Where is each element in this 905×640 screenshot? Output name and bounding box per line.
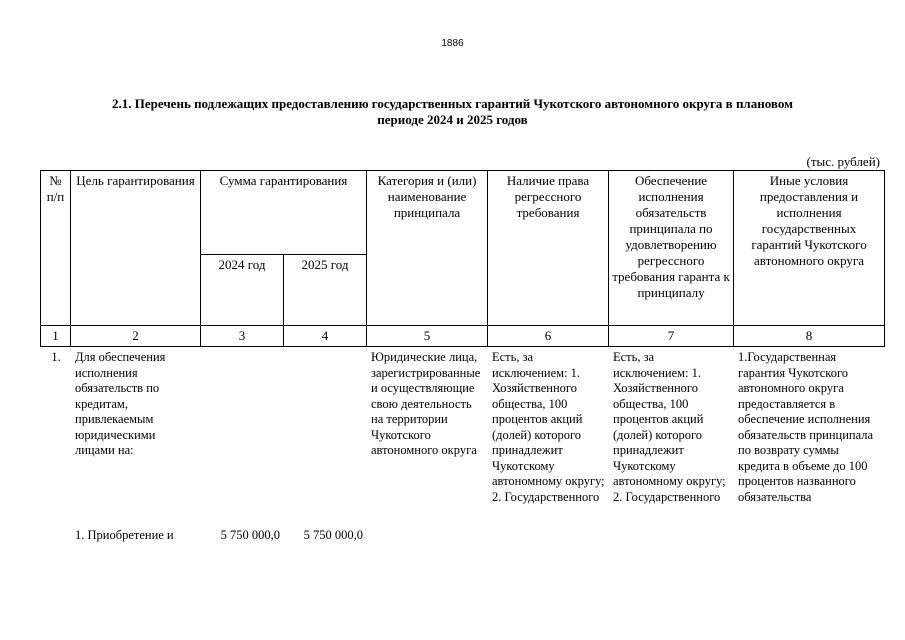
- col-number: 1: [41, 326, 71, 347]
- row-security: Есть, за исключением: 1. Хозяйственного общества, 100 процентов акций (долей) которого принадлежит Чукотскому автономному округу; 2. Государственного: [613, 350, 726, 504]
- row-amount-2024: 5 750 000,0: [220, 528, 280, 542]
- row-amount-2025: 5 750 000,0: [303, 528, 363, 542]
- row-num: 1.: [51, 350, 61, 364]
- title-line-2: периоде 2024 и 2025 годов: [377, 112, 528, 127]
- title-line-1: 2.1. Перечень подлежащих предоставлению государственных гарантий Чукотского автономного округа в плановом: [112, 96, 793, 111]
- row-amount-2025: [283, 348, 366, 526]
- page-number: 1886: [441, 38, 464, 49]
- row-purpose: 1. Приобретение и: [75, 528, 174, 542]
- header-year-2025: 2025 год: [284, 255, 367, 326]
- col-number: 8: [734, 326, 885, 347]
- col-number: 3: [201, 326, 284, 347]
- col-number: 4: [284, 326, 367, 347]
- document-title: [40, 96, 865, 128]
- header-other: Иные условия предоставления и исполнения государственных гарантий Чукотского автономного округа: [734, 171, 885, 326]
- guarantees-table-body: [40, 348, 884, 544]
- header-security: Обеспечение исполнения обязательств принципала по удовлетворению регрессного требования гаранта к принципалу: [609, 171, 734, 326]
- col-number: 5: [367, 326, 488, 347]
- table-row: [40, 348, 884, 526]
- col-number: 7: [609, 326, 734, 347]
- col-number: 2: [71, 326, 201, 347]
- header-regress: Наличие права регрессного требования: [488, 171, 609, 326]
- row-num: [40, 526, 70, 544]
- header-category: Категория и (или) наименование принципала: [367, 171, 488, 326]
- units-label: (тыс. рублей): [806, 154, 880, 169]
- header-purpose: Цель гарантирования: [71, 171, 201, 326]
- col-number: 6: [488, 326, 609, 347]
- row-regress: Есть, за исключением: 1. Хозяйственного общества, 100 процентов акций (долей) которого принадлежит Чукотскому автономному округу; 2. Государственного: [492, 350, 605, 504]
- row-purpose: Для обеспечения исполнения обязательств по кредитам, привлекаемым юридическими лицами на:: [75, 350, 166, 457]
- header-num: № п/п: [41, 171, 71, 326]
- row-category: Юридические лица, зарегистрированные и осуществляющие свою деятельность на территории Чукотского автономного округа: [371, 350, 481, 457]
- guarantees-table-header: [40, 170, 885, 347]
- row-other: 1.Государственная гарантия Чукотского автономного округа предоставляется в обеспечение исполнения обязательств принципала по возврату суммы кредита в объеме до 100 процентов названного обязательства: [738, 350, 874, 504]
- header-year-2024: 2024 год: [201, 255, 284, 326]
- row-amount-2024: [200, 348, 283, 526]
- header-amount: Сумма гарантирования: [201, 171, 367, 255]
